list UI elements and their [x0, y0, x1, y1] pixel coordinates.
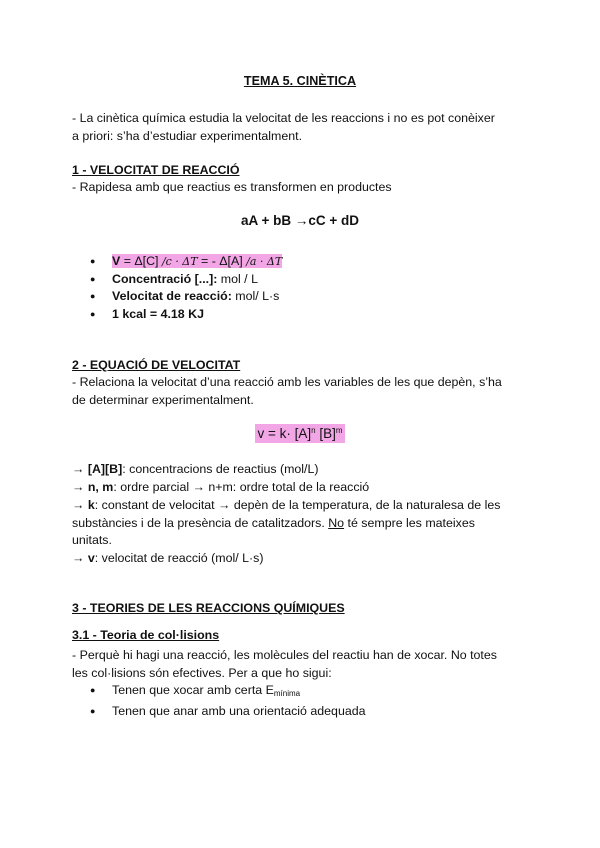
section-1-heading: 1 - VELOCITAT DE REACCIÓ [72, 163, 240, 177]
section-3-desc-2: les col·lisions són efectives. Per a que ho sigui: [72, 666, 332, 680]
section-3-desc-1: - Perquè hi hagi una reacció, les molècules del reactiu han de xocar. No totes [72, 648, 497, 662]
section-1-bullets [87, 253, 282, 323]
intro-line-2: a priori: s’ha d’estudiar experimentalment. [72, 129, 303, 143]
rate-equation-main: v = k· [A] [257, 426, 312, 441]
concentration-label: Concentració [...]: [112, 271, 218, 286]
definition-orders [72, 479, 369, 495]
minimum-subscript: mínima [273, 689, 301, 698]
underlined-no: No [328, 516, 345, 530]
rate-exponent-m: m [335, 426, 343, 435]
kcal-conversion-item [87, 306, 282, 324]
rate-equation-b: [B] [315, 426, 336, 441]
collision-orientation-text: Tenen que anar amb una orientació adequada [112, 703, 366, 718]
definition-concentrations [72, 461, 319, 477]
definition-term: k [87, 498, 95, 512]
definition-text: : concentracions de reactius (mol/L) [122, 462, 319, 476]
velocity-formula-item [87, 253, 282, 271]
collision-orientation-item [87, 703, 366, 721]
definition-constant-line-2 [72, 515, 475, 531]
reaction-equation: aA + bB →cC + dD [240, 213, 360, 228]
rate-equation [0, 423, 600, 442]
page-title: TEMA 5. CINÈTICA [243, 74, 357, 88]
velocity-formula-part-a: = Δ[C] [120, 254, 162, 268]
kcal-conversion: 1 kcal = 4.18 KJ [112, 306, 204, 321]
section-2-desc-2: de determinar experimentalment. [72, 393, 254, 407]
velocity-formula-highlight [112, 254, 282, 268]
section-2-desc-1: - Relaciona la velocitat d’una reacció amb les variables de les que depèn, s’ha [72, 375, 502, 389]
intro-line-1: - La cinètica química estudia la velocitat de les reaccions i no es pot conèixer [72, 111, 495, 125]
arrow-icon: → [72, 551, 88, 565]
reaction-velocity-label: Velocitat de reacció: [112, 289, 232, 303]
reaction-velocity-item [87, 288, 282, 306]
concentration-unit: mol / L [217, 271, 258, 286]
collision-energy-text: Tenen que xocar amb certa E [112, 683, 274, 697]
definition-term: n, m [87, 480, 114, 494]
arrow-icon: → [72, 480, 88, 494]
reaction-velocity-unit: mol/ L·s [231, 289, 280, 303]
velocity-formula-part-b: /c · ΔT [161, 255, 198, 268]
rate-equation-highlight [255, 424, 344, 443]
definition-text: : constant de velocitat → depèn de la temperatura, de la naturalesa de les [94, 498, 501, 512]
section-1-description: - Rapidesa amb que reactius es transformen en productes [72, 180, 392, 194]
arrow-icon: → [72, 462, 88, 476]
definition-velocity [72, 550, 263, 566]
definition-text: substàncies i de la presència de catalitzadors. [72, 516, 329, 530]
section-2-heading: 2 - EQUACIÓ DE VELOCITAT [72, 358, 241, 372]
definition-text: té sempre les mateixes [344, 516, 475, 530]
collision-energy-item [87, 682, 366, 703]
section-3-bullets [87, 682, 366, 720]
definition-text: : velocitat de reacció (mol/ L·s) [94, 551, 264, 565]
velocity-formula-part-c: = - Δ[A] [197, 254, 247, 268]
rate-exponent-n: n [311, 426, 316, 435]
concentration-item [87, 271, 282, 289]
arrow-icon: → [72, 498, 88, 512]
section-3-heading: 3 - TEORIES DE LES REACCIONS QUÍMIQUES [72, 601, 345, 615]
definition-term: v [87, 551, 95, 565]
definition-constant [72, 497, 500, 513]
definition-text: : ordre parcial → n+m: ordre total de la reacció [113, 480, 370, 494]
definition-constant-line-3: unitats. [72, 533, 112, 547]
velocity-formula-part-d: /a · ΔT [246, 255, 283, 268]
definition-term: [A][B] [87, 462, 123, 476]
section-3-1-heading: 3.1 - Teoria de col·lisions [72, 628, 220, 642]
velocity-label: V [112, 254, 121, 268]
